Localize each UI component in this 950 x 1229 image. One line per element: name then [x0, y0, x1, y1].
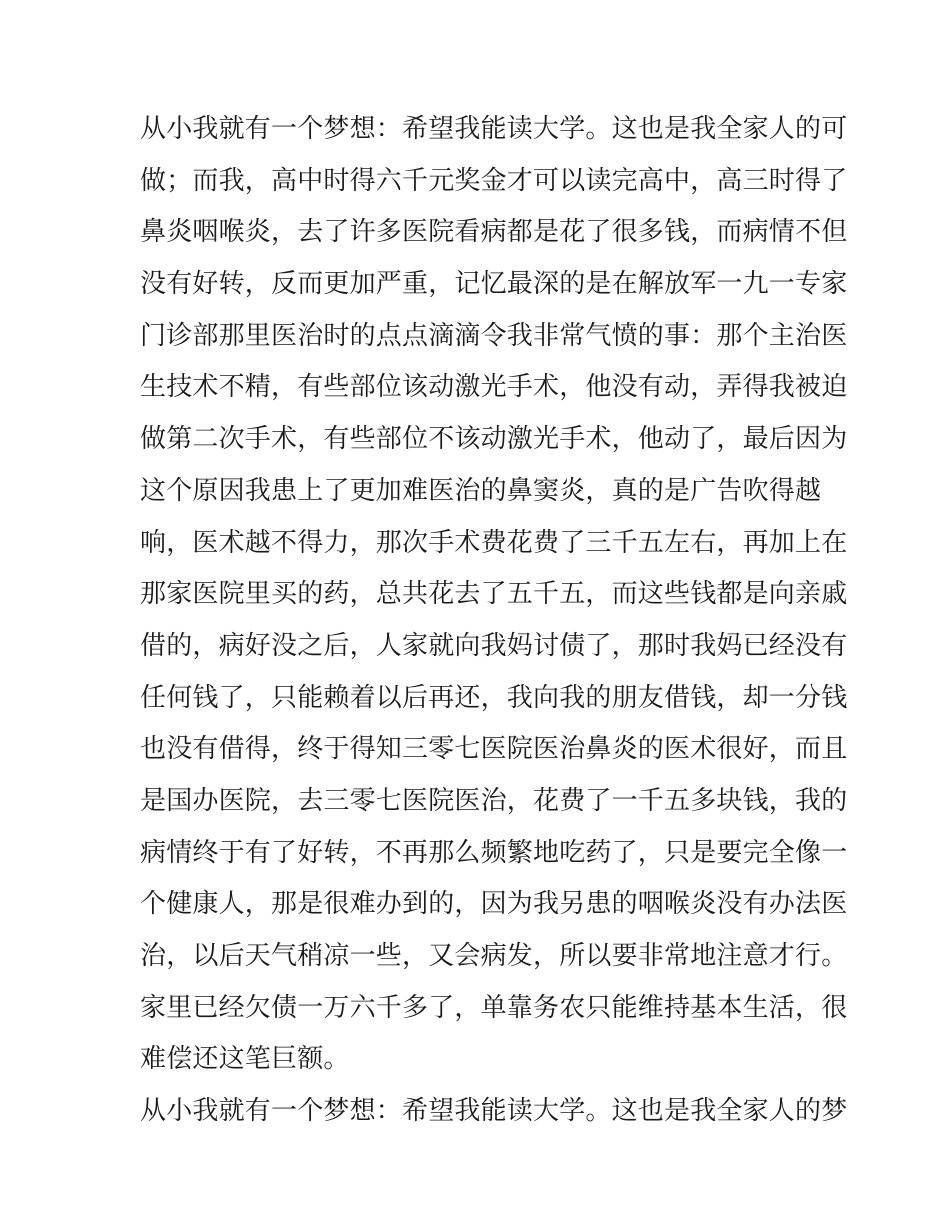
text-line: 借的，病好没之后，人家就向我妈讨债了，那时我妈已经没有 [140, 630, 848, 661]
text-line: 没有好转，反而更加严重，记忆最深的是在解放军一九一专家 [140, 269, 848, 300]
text-line: 做第二次手术，有些部位不该动激光手术，他动了，最后因为 [140, 424, 848, 455]
text-line: 个健康人，那是很难办到的，因为我另患的咽喉炎没有办法医 [140, 889, 848, 920]
text-line: 是国办医院，去三零七医院医治，花费了一千五多块钱，我的 [140, 785, 848, 816]
text-line: 难偿还这笔巨额。 [140, 1044, 350, 1075]
text-line: 生技术不精，有些部位该动激光手术，他没有动，弄得我被迫 [140, 372, 848, 403]
text-line: 也没有借得，终于得知三零七医院医治鼻炎的医术很好，而且 [140, 734, 848, 765]
text-line: 病情终于有了好转，不再那么频繁地吃药了，只是要完全像一 [140, 837, 848, 868]
text-line: 任何钱了，只能赖着以后再还，我向我的朋友借钱，却一分钱 [140, 682, 848, 713]
text-line: 从小我就有一个梦想：希望我能读大学。这也是我全家人的可 [140, 114, 848, 144]
body-text [140, 104, 848, 1138]
text-line: 治，以后天气稍凉一些，又会病发，所以要非常地注意才行。 [140, 941, 848, 971]
text-line: 从小我就有一个梦想：希望我能读大学。这也是我全家人的梦 [140, 1096, 848, 1127]
text-line: 这个原因我患上了更加难医治的鼻窦炎，真的是广告吹得越 [140, 475, 822, 506]
text-line: 门诊部那里医治时的点点滴滴令我非常气愤的事：那个主治医 [140, 320, 848, 351]
text-line: 家里已经欠债一万六千多了，单靠务农只能维持基本生活，很 [140, 992, 848, 1023]
text-line: 那家医院里买的药，总共花去了五千五，而这些钱都是向亲戚 [140, 579, 848, 610]
text-line: 鼻炎咽喉炎，去了许多医院看病都是花了很多钱，而病情不但 [140, 217, 848, 248]
text-line: 做；而我，高中时得六千元奖金才可以读完高中，高三时得了 [140, 165, 848, 196]
text-line: 响，医术越不得力，那次手术费花费了三千五左右，再加上在 [140, 527, 848, 558]
